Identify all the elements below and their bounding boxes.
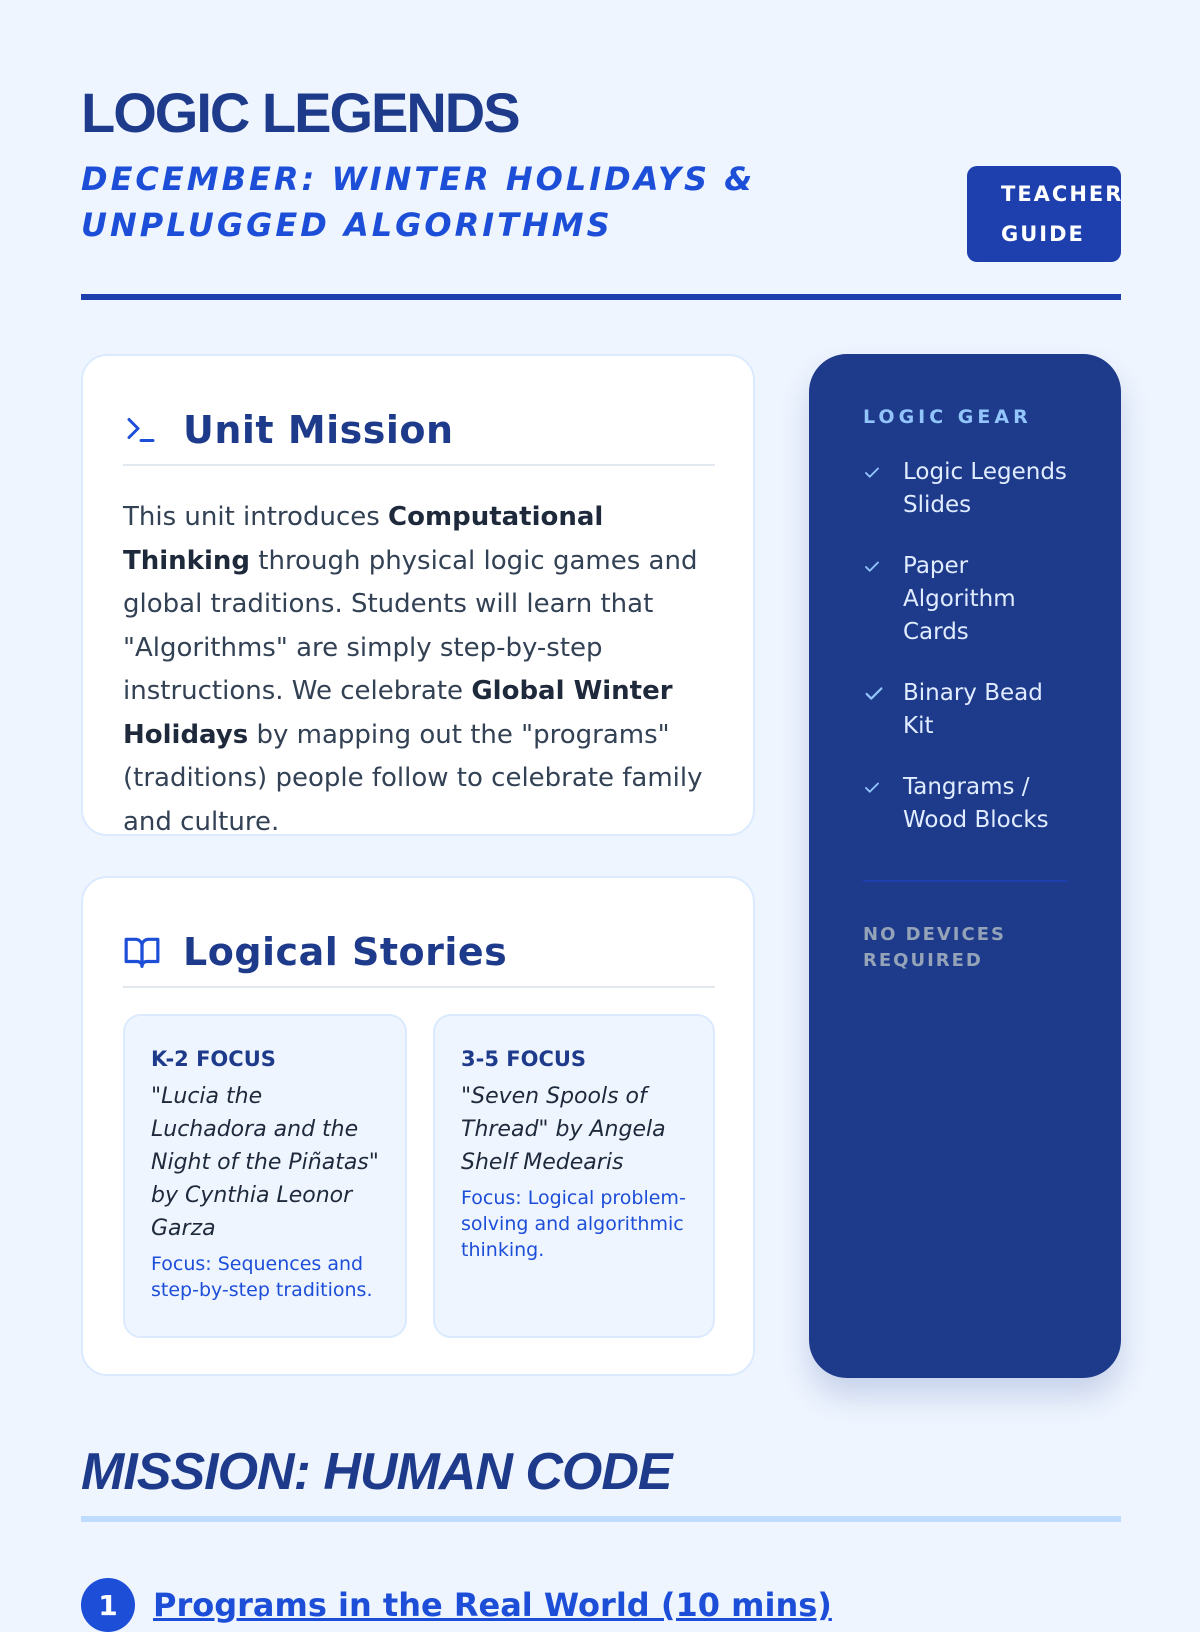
gear-item-label: Paper Algorithm Cards bbox=[903, 553, 1016, 645]
story-grade-label: K-2 FOCUS bbox=[151, 1047, 276, 1071]
section-title: MISSION: HUMAN CODE bbox=[81, 1443, 672, 1501]
teacher-guide-badge: TEACHER GUIDE bbox=[967, 166, 1121, 262]
mission-bold-global-winter-holidays: Global Winter Holidays bbox=[123, 676, 673, 750]
mission-bold-computational-thinking: Computational Thinking bbox=[123, 502, 604, 576]
check-icon bbox=[863, 550, 903, 583]
open-book-icon bbox=[123, 930, 167, 974]
page-header bbox=[81, 80, 1124, 248]
terminal-prompt-icon bbox=[123, 408, 167, 452]
story-focus-note: Focus: Sequences and step-by-step traditions. bbox=[151, 1253, 373, 1301]
logic-gear-sidebar bbox=[809, 354, 1121, 1378]
logical-stories-card bbox=[81, 876, 755, 1376]
story-book-title: "Lucia the Luchadora and the Night of the Piñatas" by Cynthia Leonor Garza bbox=[151, 1084, 379, 1241]
gear-item-label: Tangrams / Wood Blocks bbox=[903, 774, 1049, 833]
logical-stories-heading: Logical Stories bbox=[183, 930, 508, 974]
mission-text-part-1: This unit introduces bbox=[123, 502, 389, 532]
mission-text-part-3: by mapping out the "programs" (traditions) people follow to celebrate family and culture. bbox=[123, 719, 703, 837]
check-icon bbox=[863, 677, 903, 710]
gear-item-label: Binary Bead Kit bbox=[903, 680, 1043, 739]
sidebar-divider bbox=[863, 880, 1067, 882]
section-divider bbox=[81, 1516, 1121, 1522]
unit-mission-heading: Unit Mission bbox=[183, 408, 454, 452]
page-title: LOGIC LEGENDS bbox=[81, 81, 519, 144]
gear-item-label: Logic Legends Slides bbox=[903, 459, 1067, 518]
story-box-k2 bbox=[123, 1014, 407, 1338]
story-box-3-5 bbox=[433, 1014, 715, 1338]
gear-item-slides bbox=[863, 456, 1075, 522]
story-grade-label: 3-5 FOCUS bbox=[461, 1047, 587, 1071]
no-devices-note: NO DEVICES REQUIRED bbox=[863, 924, 1006, 971]
gear-item-algorithm-cards bbox=[863, 550, 1075, 649]
mission-text-part-2: through physical logic games and global traditions. Students will learn that "Algorithms" are simply step-by-step instructions. We celebrate bbox=[123, 545, 698, 706]
gear-item-tangrams bbox=[863, 771, 1075, 837]
page-subtitle: DECEMBER: WINTER HOLIDAYS & UNPLUGGED ALGORITHMS bbox=[81, 160, 756, 244]
unit-mission-card bbox=[81, 354, 755, 836]
gear-item-binary-bead-kit bbox=[863, 677, 1075, 743]
unit-mission-text bbox=[123, 496, 723, 844]
logic-gear-title: LOGIC GEAR bbox=[863, 406, 1032, 428]
story-book-title: "Seven Spools of Thread" by Angela Shelf Medearis bbox=[461, 1084, 666, 1175]
step-row bbox=[81, 1578, 832, 1632]
story-focus-note: Focus: Logical problem-solving and algorithmic thinking. bbox=[461, 1187, 686, 1261]
check-icon bbox=[863, 771, 903, 804]
step-title: Programs in the Real World (10 mins) bbox=[153, 1586, 832, 1624]
logical-stories-header bbox=[123, 918, 715, 988]
logic-gear-list bbox=[863, 456, 1075, 865]
header-divider bbox=[81, 294, 1121, 300]
unit-mission-header bbox=[123, 396, 715, 466]
check-icon bbox=[863, 456, 903, 489]
step-number-badge: 1 bbox=[81, 1578, 135, 1632]
